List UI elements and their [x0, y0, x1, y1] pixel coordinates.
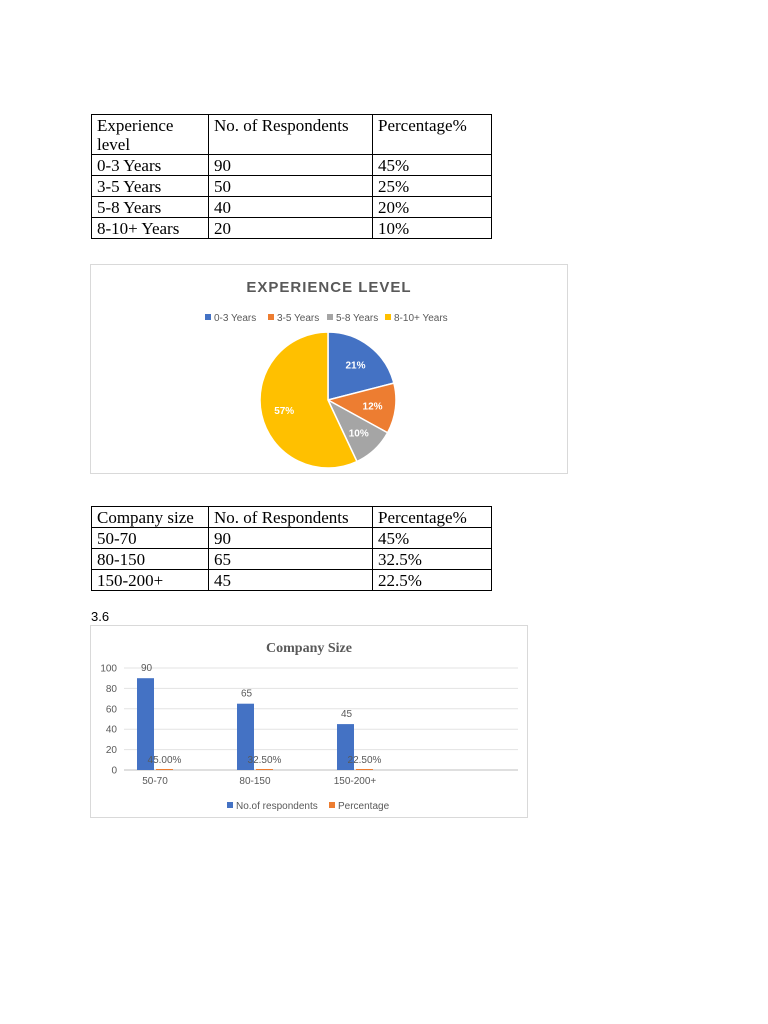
table-row — [92, 570, 492, 591]
bar-percentage — [356, 769, 373, 770]
pie-data-label: 12% — [362, 401, 383, 413]
table-row — [92, 549, 492, 570]
chart-gridlines — [124, 668, 518, 770]
pie-data-label: 21% — [345, 360, 366, 372]
header-cell: Percentage% — [373, 115, 492, 155]
table-cell: 150-200+ — [92, 570, 209, 591]
company-size-table — [91, 506, 492, 591]
experience-level-table — [91, 114, 492, 239]
pie-slices — [260, 332, 396, 468]
table-cell: 50 — [209, 176, 373, 197]
y-axis — [100, 664, 117, 777]
x-tick-label: 80-150 — [239, 776, 271, 787]
company-size-bar-chart — [90, 625, 528, 818]
table-cell: 20% — [373, 197, 492, 218]
bar-percentage — [256, 769, 273, 770]
table-row — [92, 155, 492, 176]
bar-chart-canvas — [91, 626, 527, 817]
header-cell: Experience level — [92, 115, 209, 155]
bar-data-label: 65 — [240, 688, 253, 700]
table-cell: 8-10+ Years — [92, 218, 209, 239]
y-tick-label: 40 — [105, 724, 117, 736]
y-tick-label: 60 — [105, 704, 117, 716]
legend-swatch — [205, 314, 211, 320]
x-axis — [142, 776, 376, 787]
table-cell: 50-70 — [92, 528, 209, 549]
y-tick-label: 20 — [105, 745, 117, 757]
x-tick-label: 150-200+ — [333, 776, 377, 787]
table-cell: 80-150 — [92, 549, 209, 570]
bar-data-label: 32.50% — [247, 755, 282, 766]
legend-swatch — [268, 314, 274, 320]
chart-title: EXPERIENCE LEVEL — [246, 279, 412, 296]
pie-data-label: 10% — [348, 428, 369, 440]
table-cell: 0-3 Years — [92, 155, 209, 176]
table-row — [92, 218, 492, 239]
legend-label: 5-8 Years — [336, 313, 379, 324]
table-header-row — [92, 115, 492, 155]
table-row — [92, 176, 492, 197]
table-cell: 20 — [209, 218, 373, 239]
bar-data-label: 45.00% — [147, 755, 182, 766]
section-number: 3.6 — [91, 609, 110, 624]
table-cell: 32.5% — [373, 549, 492, 570]
table-cell: 22.5% — [373, 570, 492, 591]
legend-label: 8-10+ Years — [394, 313, 448, 324]
header-cell: No. of Respondents — [209, 507, 373, 528]
header-cell: Percentage% — [373, 507, 492, 528]
legend-swatch — [329, 802, 335, 808]
table-row — [92, 197, 492, 218]
legend-label: Percentage — [338, 801, 390, 812]
table-cell: 25% — [373, 176, 492, 197]
y-tick-label: 100 — [100, 663, 117, 675]
legend-label: No.of respondents — [236, 801, 318, 812]
table-cell: 45% — [373, 155, 492, 176]
pie-data-label: 57% — [274, 405, 295, 417]
y-tick-label: 0 — [111, 765, 117, 777]
table-cell: 65 — [209, 549, 373, 570]
legend-label: 0-3 Years — [214, 313, 257, 324]
table-cell: 10% — [373, 218, 492, 239]
legend-label: 3-5 Years — [277, 313, 320, 324]
legend-swatch — [385, 314, 391, 320]
table-cell: 45% — [373, 528, 492, 549]
table-cell: 5-8 Years — [92, 197, 209, 218]
chart-legend — [205, 313, 448, 324]
bar-data-label: 45 — [340, 709, 353, 721]
table-row — [92, 528, 492, 549]
header-cell: Company size — [92, 507, 209, 528]
bar-percentage — [156, 769, 173, 770]
table-cell: 90 — [209, 528, 373, 549]
pie-chart-canvas — [91, 265, 567, 473]
table-header-row — [92, 507, 492, 528]
bar-series — [137, 663, 382, 770]
bar-data-label: 90 — [140, 663, 153, 675]
y-tick-label: 80 — [105, 683, 117, 695]
table-cell: 45 — [209, 570, 373, 591]
x-tick-label: 50-70 — [142, 776, 168, 787]
bar-data-label: 22.50% — [347, 755, 382, 766]
chart-legend — [227, 801, 390, 812]
chart-title: Company Size — [266, 641, 352, 656]
experience-level-pie-chart — [90, 264, 568, 474]
legend-swatch — [227, 802, 233, 808]
table-cell: 3-5 Years — [92, 176, 209, 197]
legend-swatch — [327, 314, 333, 320]
table-cell: 90 — [209, 155, 373, 176]
header-cell: No. of Respondents — [209, 115, 373, 155]
table-cell: 40 — [209, 197, 373, 218]
